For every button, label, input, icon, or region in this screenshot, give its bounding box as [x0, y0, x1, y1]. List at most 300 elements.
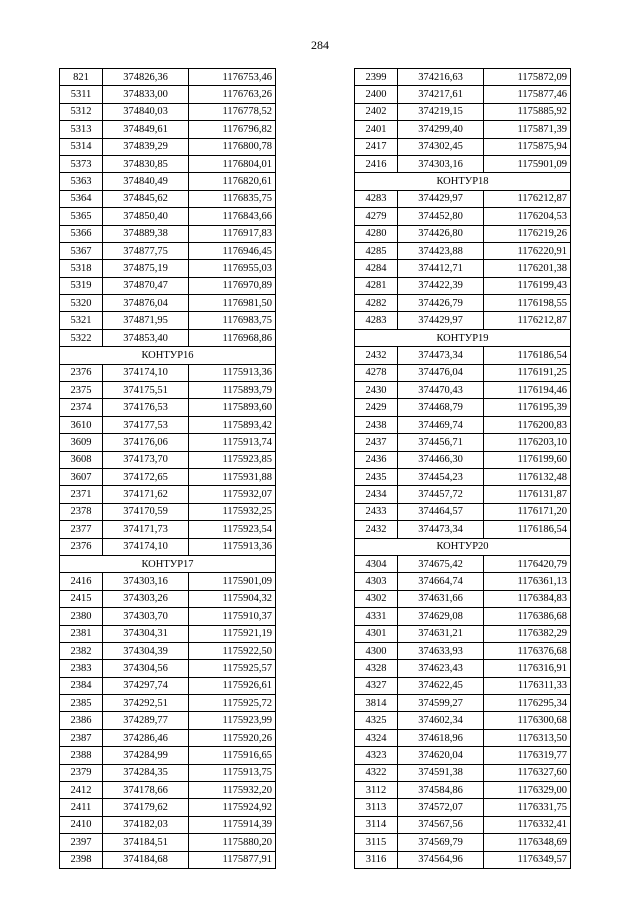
table-row	[355, 729, 571, 746]
point-number: 4328	[355, 660, 398, 677]
y-coordinate: 1175922,50	[189, 642, 276, 659]
point-number: 5321	[60, 312, 103, 329]
point-number: 2378	[60, 503, 103, 520]
point-number: 2385	[60, 695, 103, 712]
y-coordinate: 1176835,75	[189, 190, 276, 207]
table-row	[60, 799, 276, 816]
point-number: 4285	[355, 242, 398, 259]
y-coordinate: 1175924,92	[189, 799, 276, 816]
x-coordinate: 374422,39	[398, 277, 484, 294]
table-row	[60, 399, 276, 416]
point-number: 5320	[60, 295, 103, 312]
y-coordinate: 1176132,48	[484, 468, 571, 485]
y-coordinate: 1176955,03	[189, 260, 276, 277]
y-coordinate: 1176968,86	[189, 329, 276, 346]
point-number: 2432	[355, 521, 398, 538]
y-coordinate: 1175880,20	[189, 834, 276, 851]
x-coordinate: 374468,79	[398, 399, 484, 416]
contour-heading: КОНТУР20	[355, 538, 571, 555]
x-coordinate: 374176,06	[103, 434, 189, 451]
table-row	[60, 138, 276, 155]
x-coordinate: 374473,34	[398, 521, 484, 538]
x-coordinate: 374216,63	[398, 69, 484, 86]
y-coordinate: 1176800,78	[189, 138, 276, 155]
y-coordinate: 1176195,39	[484, 399, 571, 416]
x-coordinate: 374456,71	[398, 434, 484, 451]
y-coordinate: 1176313,50	[484, 729, 571, 746]
table-row	[355, 242, 571, 259]
y-coordinate: 1175932,20	[189, 782, 276, 799]
y-coordinate: 1176329,00	[484, 782, 571, 799]
y-coordinate: 1176348,69	[484, 834, 571, 851]
x-coordinate: 374631,66	[398, 590, 484, 607]
table-row	[60, 260, 276, 277]
table-row	[60, 538, 276, 555]
coordinates-table-left-body	[60, 69, 276, 869]
y-coordinate: 1175923,99	[189, 712, 276, 729]
x-coordinate: 374629,08	[398, 608, 484, 625]
point-number: 3608	[60, 451, 103, 468]
point-number: 5364	[60, 190, 103, 207]
x-coordinate: 374473,34	[398, 347, 484, 364]
x-coordinate: 374850,40	[103, 208, 189, 225]
table-row	[60, 851, 276, 868]
table-row	[355, 677, 571, 694]
y-coordinate: 1175913,36	[189, 364, 276, 381]
table-row	[60, 242, 276, 259]
point-number: 5373	[60, 155, 103, 172]
point-number: 5367	[60, 242, 103, 259]
table-row	[355, 208, 571, 225]
point-number: 2399	[355, 69, 398, 86]
table-row	[355, 625, 571, 642]
point-number: 2397	[60, 834, 103, 851]
point-number: 4324	[355, 729, 398, 746]
x-coordinate: 374830,85	[103, 155, 189, 172]
x-coordinate: 374591,38	[398, 764, 484, 781]
y-coordinate: 1176376,68	[484, 642, 571, 659]
y-coordinate: 1176200,83	[484, 416, 571, 433]
point-number: 4278	[355, 364, 398, 381]
point-number: 3609	[60, 434, 103, 451]
table-row	[60, 121, 276, 138]
table-row	[355, 260, 571, 277]
point-number: 3610	[60, 416, 103, 433]
table-row	[60, 277, 276, 294]
y-coordinate: 1175910,37	[189, 608, 276, 625]
table-row	[355, 434, 571, 451]
y-coordinate: 1176420,79	[484, 555, 571, 572]
table-row	[60, 468, 276, 485]
point-number: 2415	[60, 590, 103, 607]
coordinates-table-right-body	[355, 69, 571, 869]
table-row	[60, 816, 276, 833]
x-coordinate: 374304,56	[103, 660, 189, 677]
y-coordinate: 1176199,60	[484, 451, 571, 468]
table-row	[60, 608, 276, 625]
table-row	[355, 382, 571, 399]
point-number: 2376	[60, 538, 103, 555]
y-coordinate: 1176186,54	[484, 521, 571, 538]
y-coordinate: 1176384,83	[484, 590, 571, 607]
table-row	[355, 851, 571, 868]
x-coordinate: 374569,79	[398, 834, 484, 851]
y-coordinate: 1175921,19	[189, 625, 276, 642]
x-coordinate: 374299,40	[398, 121, 484, 138]
x-coordinate: 374599,27	[398, 695, 484, 712]
y-coordinate: 1176131,87	[484, 486, 571, 503]
x-coordinate: 374567,56	[398, 816, 484, 833]
point-number: 2382	[60, 642, 103, 659]
y-coordinate: 1175877,46	[484, 86, 571, 103]
x-coordinate: 374464,57	[398, 503, 484, 520]
y-coordinate: 1176204,53	[484, 208, 571, 225]
x-coordinate: 374476,04	[398, 364, 484, 381]
x-coordinate: 374875,19	[103, 260, 189, 277]
table-row	[60, 451, 276, 468]
table-row	[60, 503, 276, 520]
point-number: 2437	[355, 434, 398, 451]
table-row	[355, 695, 571, 712]
y-coordinate: 1176331,75	[484, 799, 571, 816]
y-coordinate: 1176382,29	[484, 625, 571, 642]
point-number: 3116	[355, 851, 398, 868]
x-coordinate: 374429,97	[398, 190, 484, 207]
point-number: 2402	[355, 103, 398, 120]
point-number: 4283	[355, 190, 398, 207]
x-coordinate: 374876,04	[103, 295, 189, 312]
table-row	[60, 364, 276, 381]
y-coordinate: 1176295,34	[484, 695, 571, 712]
point-number: 5322	[60, 329, 103, 346]
table-row	[60, 677, 276, 694]
table-row	[355, 468, 571, 485]
table-row	[60, 329, 276, 346]
point-number: 2380	[60, 608, 103, 625]
contour-heading-row	[355, 538, 571, 555]
x-coordinate: 374303,26	[103, 590, 189, 607]
contour-heading: КОНТУР18	[355, 173, 571, 190]
table-row	[355, 69, 571, 86]
y-coordinate: 1175904,32	[189, 590, 276, 607]
x-coordinate: 374297,74	[103, 677, 189, 694]
x-coordinate: 374175,51	[103, 382, 189, 399]
table-row	[60, 312, 276, 329]
x-coordinate: 374833,00	[103, 86, 189, 103]
table-row	[355, 486, 571, 503]
table-row	[60, 486, 276, 503]
y-coordinate: 1175901,09	[484, 155, 571, 172]
y-coordinate: 1176763,26	[189, 86, 276, 103]
x-coordinate: 374839,29	[103, 138, 189, 155]
coordinates-table-right	[354, 68, 571, 869]
table-row	[60, 590, 276, 607]
x-coordinate: 374840,03	[103, 103, 189, 120]
table-row	[355, 503, 571, 520]
x-coordinate: 374170,59	[103, 503, 189, 520]
table-row	[355, 660, 571, 677]
table-row	[355, 155, 571, 172]
point-number: 821	[60, 69, 103, 86]
x-coordinate: 374184,68	[103, 851, 189, 868]
x-coordinate: 374302,45	[398, 138, 484, 155]
table-row	[60, 521, 276, 538]
x-coordinate: 374426,80	[398, 225, 484, 242]
page-number: 284	[311, 38, 329, 52]
x-coordinate: 374457,72	[398, 486, 484, 503]
y-coordinate: 1176981,50	[189, 295, 276, 312]
table-row	[355, 103, 571, 120]
x-coordinate: 374303,16	[398, 155, 484, 172]
y-coordinate: 1176203,10	[484, 434, 571, 451]
point-number: 4283	[355, 312, 398, 329]
point-number: 2430	[355, 382, 398, 399]
point-number: 3113	[355, 799, 398, 816]
point-number: 2416	[60, 573, 103, 590]
x-coordinate: 374426,79	[398, 295, 484, 312]
y-coordinate: 1175932,07	[189, 486, 276, 503]
point-number: 4281	[355, 277, 398, 294]
table-row	[60, 173, 276, 190]
point-number: 4284	[355, 260, 398, 277]
x-coordinate: 374176,53	[103, 399, 189, 416]
table-row	[60, 834, 276, 851]
contour-heading-row	[355, 329, 571, 346]
point-number: 5319	[60, 277, 103, 294]
x-coordinate: 374675,42	[398, 555, 484, 572]
table-row	[60, 295, 276, 312]
y-coordinate: 1175932,25	[189, 503, 276, 520]
x-coordinate: 374871,95	[103, 312, 189, 329]
point-number: 2436	[355, 451, 398, 468]
y-coordinate: 1175925,72	[189, 695, 276, 712]
y-coordinate: 1176220,91	[484, 242, 571, 259]
table-row	[355, 295, 571, 312]
table-row	[355, 834, 571, 851]
y-coordinate: 1176212,87	[484, 190, 571, 207]
y-coordinate: 1176219,26	[484, 225, 571, 242]
table-row	[355, 416, 571, 433]
y-coordinate: 1176753,46	[189, 69, 276, 86]
x-coordinate: 374845,62	[103, 190, 189, 207]
table-row	[355, 608, 571, 625]
y-coordinate: 1176778,52	[189, 103, 276, 120]
point-number: 4325	[355, 712, 398, 729]
point-number: 2379	[60, 764, 103, 781]
y-coordinate: 1176983,75	[189, 312, 276, 329]
point-number: 5311	[60, 86, 103, 103]
y-coordinate: 1176820,61	[189, 173, 276, 190]
point-number: 2374	[60, 399, 103, 416]
point-number: 2383	[60, 660, 103, 677]
x-coordinate: 374877,75	[103, 242, 189, 259]
table-row	[355, 642, 571, 659]
point-number: 2377	[60, 521, 103, 538]
x-coordinate: 374173,70	[103, 451, 189, 468]
x-coordinate: 374286,46	[103, 729, 189, 746]
point-number: 2400	[355, 86, 398, 103]
table-row	[60, 86, 276, 103]
point-number: 3607	[60, 468, 103, 485]
point-number: 5365	[60, 208, 103, 225]
y-coordinate: 1176332,41	[484, 816, 571, 833]
contour-heading: КОНТУР17	[60, 555, 276, 572]
point-number: 5314	[60, 138, 103, 155]
table-row	[355, 555, 571, 572]
x-coordinate: 374289,77	[103, 712, 189, 729]
point-number: 2417	[355, 138, 398, 155]
table-row	[355, 590, 571, 607]
table-row	[60, 103, 276, 120]
table-row	[60, 712, 276, 729]
y-coordinate: 1175925,57	[189, 660, 276, 677]
y-coordinate: 1175926,61	[189, 677, 276, 694]
table-row	[355, 312, 571, 329]
x-coordinate: 374179,62	[103, 799, 189, 816]
point-number: 4323	[355, 747, 398, 764]
y-coordinate: 1176194,46	[484, 382, 571, 399]
x-coordinate: 374304,31	[103, 625, 189, 642]
x-coordinate: 374889,38	[103, 225, 189, 242]
point-number: 2416	[355, 155, 398, 172]
point-number: 2387	[60, 729, 103, 746]
y-coordinate: 1176201,38	[484, 260, 571, 277]
point-number: 5363	[60, 173, 103, 190]
x-coordinate: 374618,96	[398, 729, 484, 746]
y-coordinate: 1175893,42	[189, 416, 276, 433]
table-row	[355, 747, 571, 764]
y-coordinate: 1175923,85	[189, 451, 276, 468]
y-coordinate: 1176386,68	[484, 608, 571, 625]
table-row	[60, 695, 276, 712]
table-row	[60, 225, 276, 242]
x-coordinate: 374174,10	[103, 538, 189, 555]
y-coordinate: 1175885,92	[484, 103, 571, 120]
x-coordinate: 374172,65	[103, 468, 189, 485]
y-coordinate: 1176198,55	[484, 295, 571, 312]
x-coordinate: 374826,36	[103, 69, 189, 86]
point-number: 3814	[355, 695, 398, 712]
x-coordinate: 374466,30	[398, 451, 484, 468]
table-row	[355, 816, 571, 833]
point-number: 2432	[355, 347, 398, 364]
point-number: 2433	[355, 503, 398, 520]
point-number: 2375	[60, 382, 103, 399]
y-coordinate: 1176804,01	[189, 155, 276, 172]
point-number: 2434	[355, 486, 398, 503]
point-number: 2438	[355, 416, 398, 433]
x-coordinate: 374584,86	[398, 782, 484, 799]
table-row	[60, 208, 276, 225]
y-coordinate: 1175877,91	[189, 851, 276, 868]
point-number: 4301	[355, 625, 398, 642]
point-number: 4279	[355, 208, 398, 225]
x-coordinate: 374217,61	[398, 86, 484, 103]
point-number: 3114	[355, 816, 398, 833]
point-number: 5318	[60, 260, 103, 277]
y-coordinate: 1176186,54	[484, 347, 571, 364]
x-coordinate: 374633,93	[398, 642, 484, 659]
contour-heading: КОНТУР19	[355, 329, 571, 346]
y-coordinate: 1175931,88	[189, 468, 276, 485]
y-coordinate: 1176327,60	[484, 764, 571, 781]
x-coordinate: 374178,66	[103, 782, 189, 799]
y-coordinate: 1176311,33	[484, 677, 571, 694]
point-number: 2371	[60, 486, 103, 503]
x-coordinate: 374177,53	[103, 416, 189, 433]
y-coordinate: 1176300,68	[484, 712, 571, 729]
table-row	[60, 764, 276, 781]
point-number: 4304	[355, 555, 398, 572]
table-row	[60, 155, 276, 172]
table-row	[355, 799, 571, 816]
y-coordinate: 1176361,13	[484, 573, 571, 590]
y-coordinate: 1176171,20	[484, 503, 571, 520]
point-number: 2386	[60, 712, 103, 729]
x-coordinate: 374171,73	[103, 521, 189, 538]
x-coordinate: 374572,07	[398, 799, 484, 816]
point-number: 5312	[60, 103, 103, 120]
point-number: 2429	[355, 399, 398, 416]
x-coordinate: 374304,39	[103, 642, 189, 659]
point-number: 2376	[60, 364, 103, 381]
y-coordinate: 1176199,43	[484, 277, 571, 294]
y-coordinate: 1175893,60	[189, 399, 276, 416]
y-coordinate: 1176917,83	[189, 225, 276, 242]
x-coordinate: 374219,15	[398, 103, 484, 120]
y-coordinate: 1175923,54	[189, 521, 276, 538]
x-coordinate: 374429,97	[398, 312, 484, 329]
table-row	[355, 712, 571, 729]
table-row	[60, 625, 276, 642]
point-number: 4280	[355, 225, 398, 242]
y-coordinate: 1175913,74	[189, 434, 276, 451]
point-number: 4331	[355, 608, 398, 625]
point-number: 4282	[355, 295, 398, 312]
table-row	[60, 660, 276, 677]
point-number: 3112	[355, 782, 398, 799]
table-row	[355, 399, 571, 416]
table-row	[355, 364, 571, 381]
table-row	[355, 521, 571, 538]
y-coordinate: 1176843,66	[189, 208, 276, 225]
point-number: 2384	[60, 677, 103, 694]
table-row	[60, 382, 276, 399]
table-row	[355, 573, 571, 590]
point-number: 4327	[355, 677, 398, 694]
table-row	[355, 782, 571, 799]
point-number: 2388	[60, 747, 103, 764]
x-coordinate: 374174,10	[103, 364, 189, 381]
y-coordinate: 1175901,09	[189, 573, 276, 590]
table-row	[355, 121, 571, 138]
y-coordinate: 1175916,65	[189, 747, 276, 764]
y-coordinate: 1175875,94	[484, 138, 571, 155]
table-row	[60, 782, 276, 799]
contour-heading: КОНТУР16	[60, 347, 276, 364]
y-coordinate: 1175893,79	[189, 382, 276, 399]
contour-heading-row	[60, 347, 276, 364]
point-number: 5313	[60, 121, 103, 138]
table-row	[60, 573, 276, 590]
y-coordinate: 1175871,39	[484, 121, 571, 138]
table-row	[60, 416, 276, 433]
y-coordinate: 1176191,25	[484, 364, 571, 381]
x-coordinate: 374631,21	[398, 625, 484, 642]
x-coordinate: 374664,74	[398, 573, 484, 590]
x-coordinate: 374423,88	[398, 242, 484, 259]
x-coordinate: 374182,03	[103, 816, 189, 833]
